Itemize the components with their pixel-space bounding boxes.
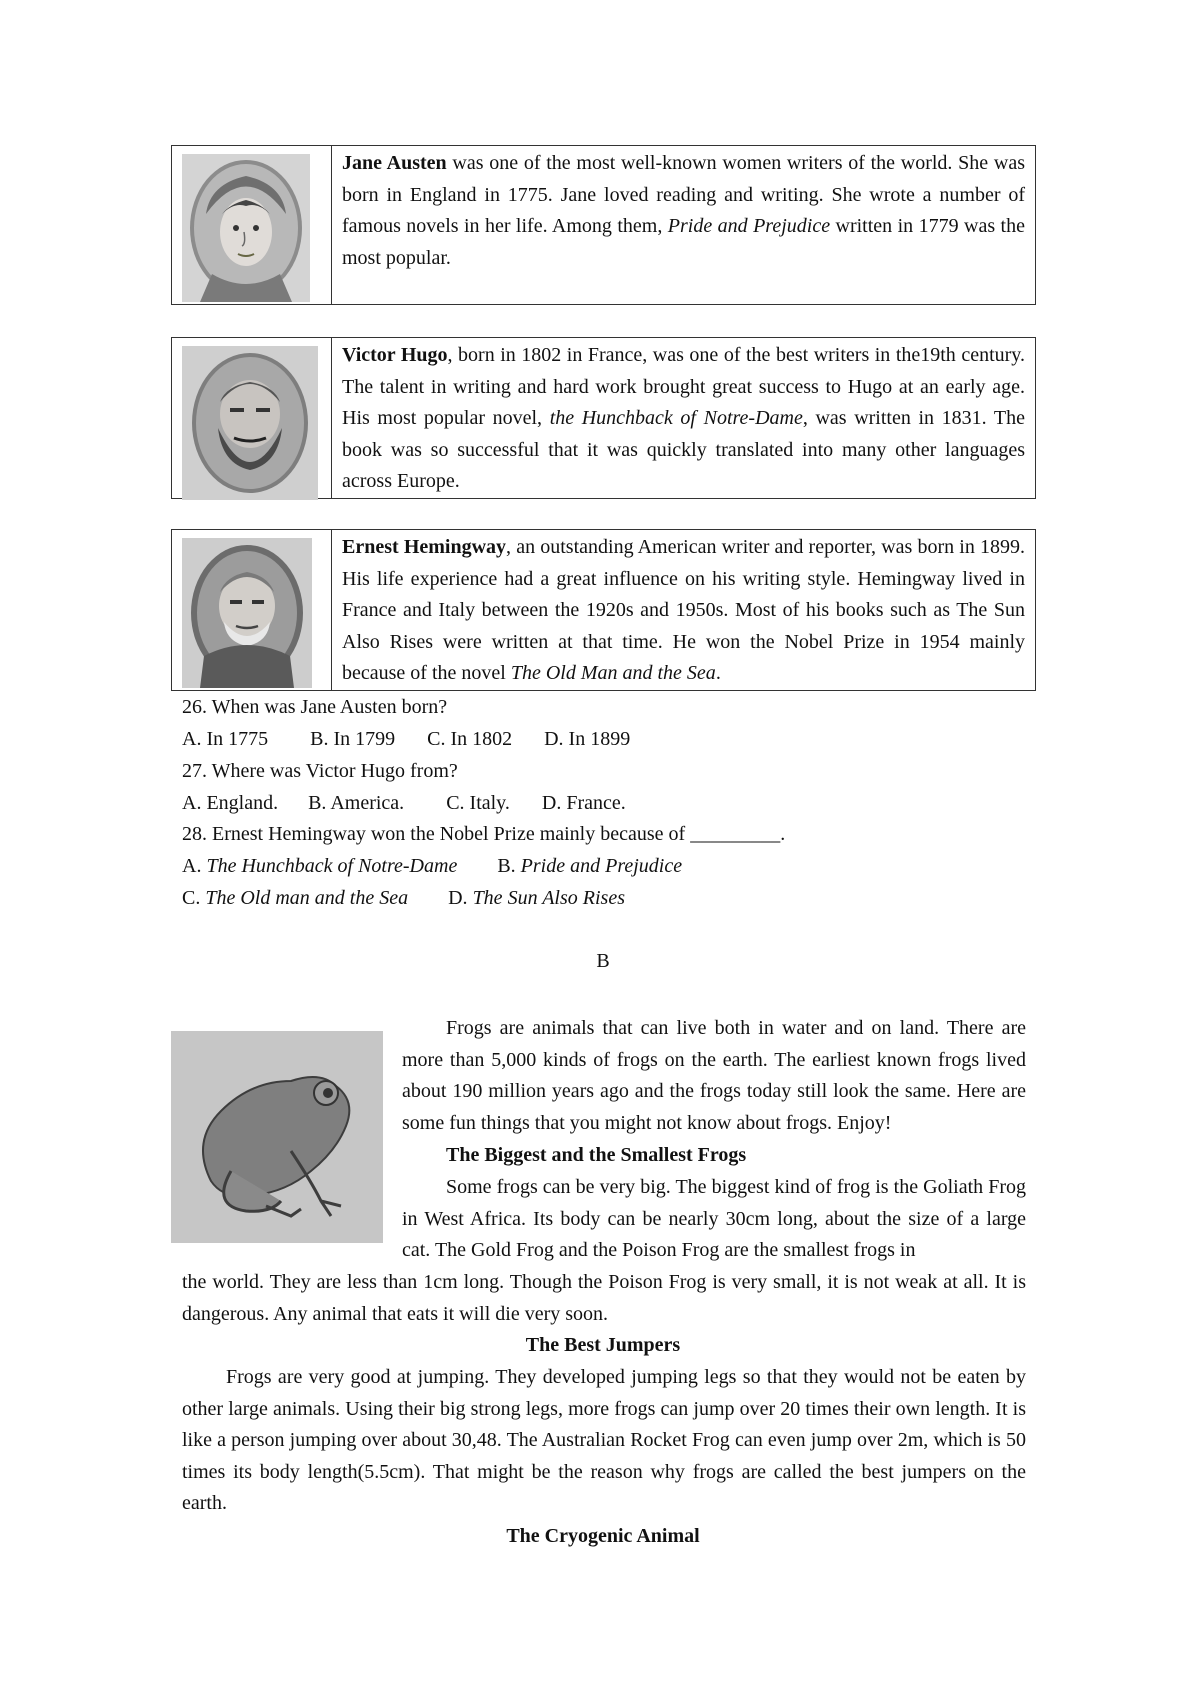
question-28-options-ab — [182, 851, 682, 883]
section-b-letter: B — [596, 950, 610, 972]
question-26-options — [182, 724, 630, 756]
option-b-title: Pride and Prejudice — [520, 855, 683, 877]
option-a: A. In 1775 — [182, 728, 269, 750]
writer-text-part: was one of the most well-known women writers of the world. She was born in England in 1775. Jane loved reading and writing. She wrote a number of famous novels in her life. Among them, — [342, 152, 1026, 238]
writer-text-part: , born in 1802 in France, was one of the best writers in the19th century. The talent in writing and hard work brought great success to Hugo at an early age. His most popular novel, — [342, 344, 1025, 430]
writer-box-jane-austen — [171, 145, 1036, 305]
option-d-title: The Sun Also Rises — [472, 887, 625, 909]
writer-text-part: . — [715, 662, 721, 685]
option-d: D. In 1899 — [544, 728, 631, 750]
book-title: Pride and Prejudice — [667, 215, 831, 238]
option-d-letter: D. — [448, 887, 473, 909]
writer-box-ernest-hemingway — [171, 529, 1036, 691]
option-a-title: The Hunchback of Notre-Dame — [206, 855, 458, 877]
question-28-options-cd — [182, 883, 625, 915]
question-28-stem: 28. Ernest Hemingway won the Nobel Prize mainly because of _________. — [182, 823, 786, 845]
option-c-title: The Old man and the Sea — [205, 887, 409, 909]
writer-box-victor-hugo — [171, 337, 1036, 499]
writer-text-part: , was written in 1831. The book was so successful that it was quickly translated into many other languages across Europe. — [342, 407, 1025, 493]
frog-jump-paragraph: Frogs are very good at jumping. They developed jumping legs so that they would not be eaten by other large animals. Using their big strong legs, more frogs can jump over 20 times their own length. It is like a person jumping over about 30,48. The Australian Rocket Frog can even jump over 2m, which is 50 times its body length(5.5cm). That might be the reason why frogs are called the best jumpers on the earth. — [182, 1366, 1026, 1515]
option-c-letter: C. — [182, 887, 206, 909]
option-c: C. In 1802 — [427, 728, 513, 750]
option-b: B. In 1799 — [310, 728, 396, 750]
heading-cryogenic-animal: The Cryogenic Animal — [506, 1525, 700, 1547]
portrait-victor-hugo — [172, 338, 332, 498]
option-a-letter: A. — [182, 855, 207, 877]
portrait-jane-austen — [172, 146, 332, 304]
writer-text-jane-austen — [332, 146, 1035, 304]
frog-size-paragraph-a: Some frogs can be very big. The biggest kind of frog is the Goliath Frog in West Africa. Its body can be nearly 30cm long, about the size of a large cat. The Gold Frog and the Poison Frog are the smallest frogs in — [402, 1176, 1026, 1262]
heading-biggest-smallest: The Biggest and the Smallest Frogs — [446, 1144, 747, 1166]
question-27-stem: 27. Where was Victor Hugo from? — [182, 760, 458, 782]
option-c: C. Italy. — [446, 792, 510, 814]
writer-name: Ernest Hemingway — [342, 536, 507, 558]
writer-name: Jane Austen — [342, 152, 447, 174]
portrait-ernest-hemingway — [172, 530, 332, 690]
option-b-letter: B. — [497, 855, 521, 877]
frog-intro-paragraph: Frogs are animals that can live both in water and on land. There are more than 5,000 kinds of frogs on the earth. The earliest known frogs lived about 190 million years ago and the frogs today still look the same. Here are some fun things that you might not know about frogs. Enjoy! — [402, 1017, 1026, 1134]
heading-best-jumpers: The Best Jumpers — [525, 1334, 681, 1356]
frog-illustration — [171, 1031, 383, 1243]
option-b: B. America. — [308, 792, 405, 814]
option-d: D. France. — [541, 792, 626, 814]
frog-size-paragraph-b: the world. They are less than 1cm long. Though the Poison Frog is very small, it is not weak at all. It is dangerous. Any animal that eats it will die very soon. — [182, 1271, 1026, 1325]
writer-text-part: , an outstanding American writer and reporter, was born in 1899. His life experience had a great influence on his writing style. Hemingway lived in France and Italy between the 1920s and 1950s. Most of his books such as The Sun Also Rises were written at that time. He won the Nobel Prize in 1954 mainly because of the novel — [342, 536, 1025, 685]
question-26-stem: 26. When was Jane Austen born? — [182, 696, 448, 718]
writer-text-victor-hugo — [332, 338, 1035, 498]
option-a: A. England. — [182, 792, 279, 814]
book-title: the Hunchback of Notre-Dame — [549, 407, 803, 430]
question-27-options — [182, 788, 626, 820]
writer-text-part: written in 1779 was the most popular. — [342, 215, 1025, 269]
writer-name: Victor Hugo — [342, 344, 448, 366]
book-title: The Old Man and the Sea — [510, 662, 716, 685]
writer-text-ernest-hemingway — [332, 530, 1035, 690]
